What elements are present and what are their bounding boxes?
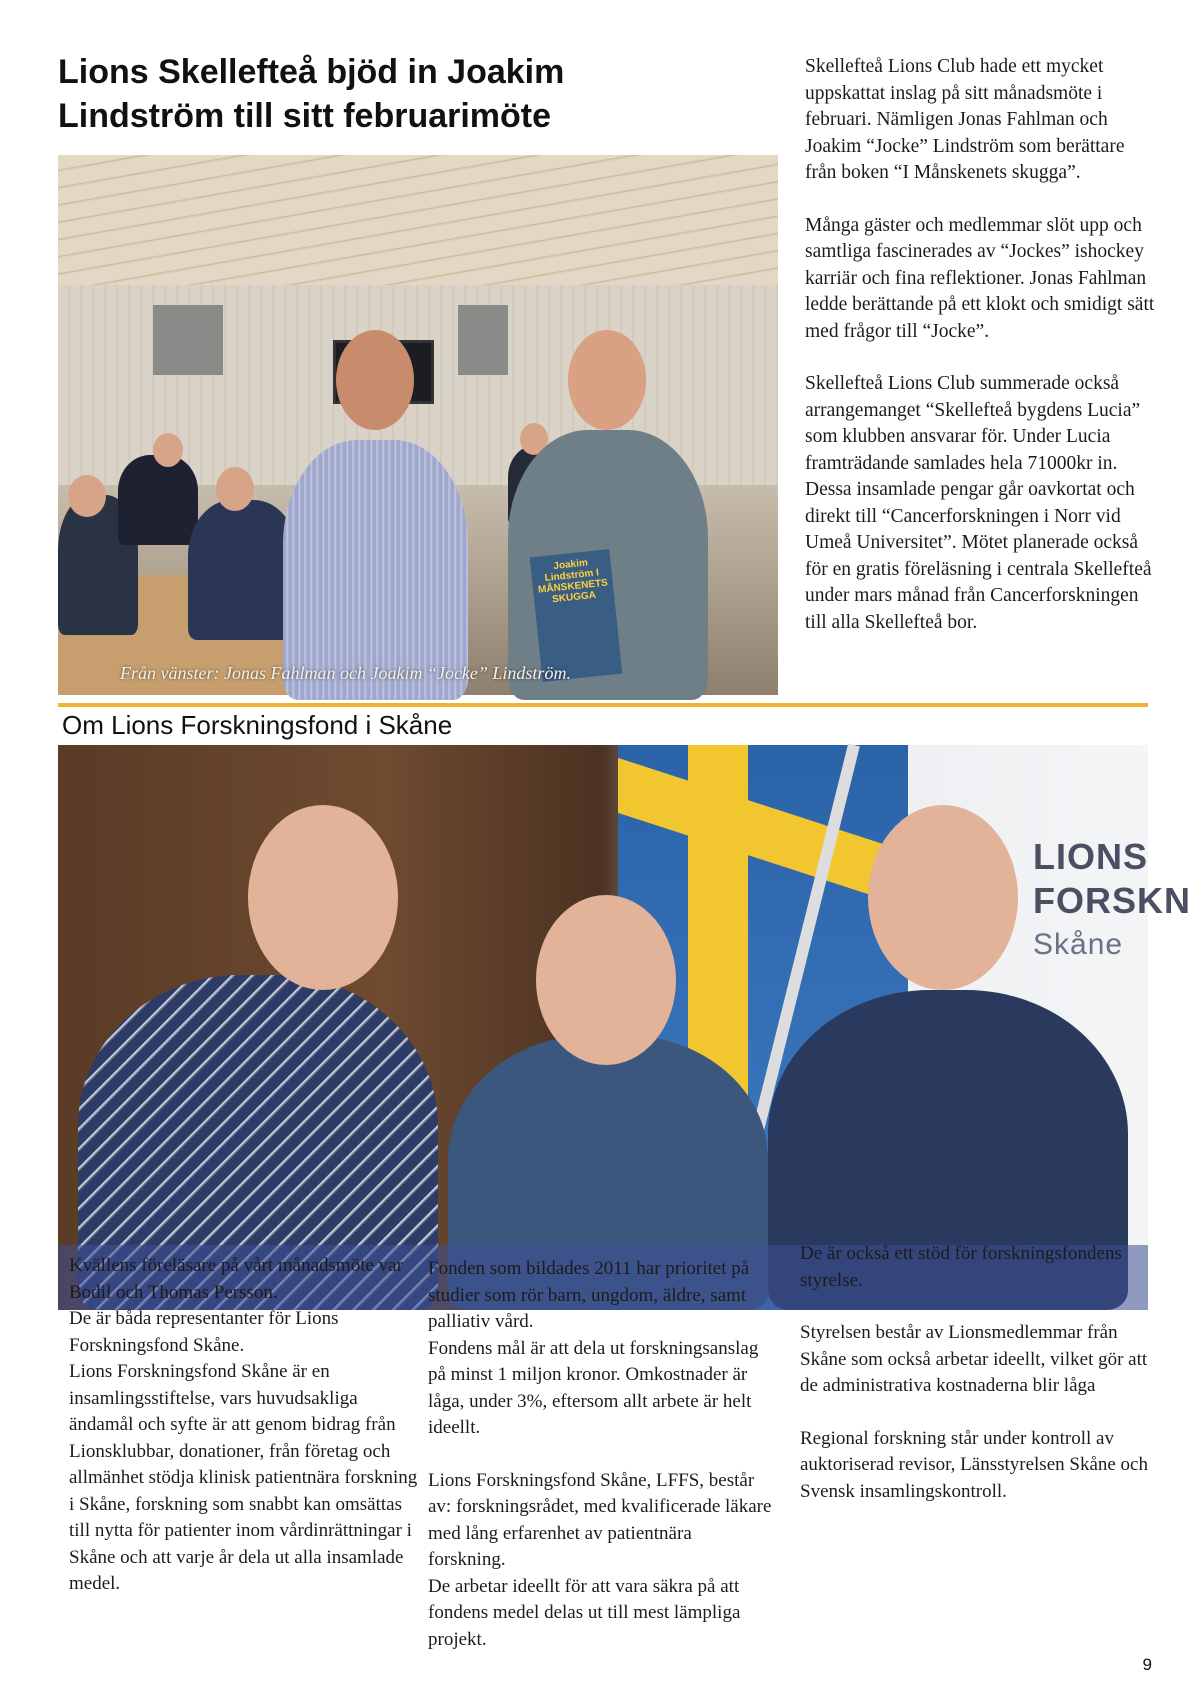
article2-col2 [428,1256,773,1653]
paragraph: Skellefteå Lions Club hade ett mycket uppskattat inslag på sitt månadsmöte i februari. Nämligen Jonas Fahlman och Joakim “Jocke” Lindström som berättare från boken “I Månskenets skugga”. [805,56,1125,183]
section-subhead: Om Lions Forskningsfond i Skåne [62,710,453,740]
paragraph: Många gäster och medlemmar slöt upp och samtliga fascinerades av “Jockes” ishockey karriär och fina reflektioner. Jonas Fahlman ledde berättande på ett klokt och smidigt sätt med frågor till “Jocke”. [805,214,1155,342]
photo-curtain [458,305,508,375]
group-photo [58,745,1191,1310]
photo-man-right-head [568,330,646,430]
photo-man-left-head [336,330,414,430]
paragraph: De är båda representanter för Lions Forskningsfond Skåne. [69,1308,339,1356]
photo-guest [188,500,298,640]
photo-woman-left-head [248,805,398,990]
article-headline: Lions Skellefteå bjöd in Joakim Lindström till sitt februarimöte [58,53,565,135]
paragraph: De är också ett stöd för forskningsfondens styrelse. [800,1243,1122,1291]
photo-guest-head [68,475,106,517]
photo-guest-head [216,467,254,511]
lions-logo-text: LIONS FORSKN Skåne [1033,836,1191,961]
photo-curtain [153,305,223,375]
photo-guest-head [153,433,183,467]
photo-caption: Från vänster: Jonas Fahlman och Joakim “Jocke” Lindström. [120,663,571,683]
paragraph: Regional forskning står under kontroll av auktoriserad revisor, Länsstyrelsen Skåne och Svensk insamlingskontroll. [800,1427,1148,1502]
section-divider [58,703,1148,707]
photo-man-left [283,440,468,700]
article2-col3 [800,1241,1155,1505]
paragraph: Fonden som bildades 2011 har prioritet på studier som rör barn, ungdom, äldre, samt palliativ vård. [428,1258,750,1332]
book-cover: Joakim Lindström I MÅNSKENETS SKUGGA [530,549,623,682]
paragraph: Styrelsen består av Lionsmedlemmar från Skåne som också arbetar ideellt, vilket gör att de administrativa kostnaderna blir låga [800,1322,1148,1396]
photo-woman-middle-head [536,895,676,1065]
article2-col1 [69,1253,421,1598]
photo-ceiling [58,155,778,285]
page-number: 9 [1142,1655,1152,1674]
photo-man-right-head [868,805,1018,990]
meeting-photo [58,155,778,695]
paragraph: Skellefteå Lions Club summerade också arrangemanget “Skellefteå bygdens Lucia” som klubben ansvarar för. Under Lucia framträdande samlades hela 71000kr in. Dessa insamlade pengar går oavkortat och direkt till “Cancerforskningen i Norr vid Umeå Universitet”. Mötet planerade också för en gratis föreläsning i centrala Skellefteå under mars månad från Cancerforskningen till alla Skellefteå bor. [805,373,1152,633]
paragraph: Fondens mål är att dela ut forskningsanslag på minst 1 miljon kronor. Omkostnader är låga, under 3%, eftersom allt arbete är helt ideellt. [428,1337,759,1438]
paragraph: Lions Forskningsfond Skåne är en insamlingsstiftelse, vars huvudsakliga ändamål och syfte är att genom bidrag från Lionsklubbar, donationer, från företag och allmänhet stödja klinisk patientnära forskning i Skåne, forskning som snabbt kan omsättas till nytta för patienter inom vårdinrättningar i Skåne och att varje år dela ut alla insamlade medel. [69,1361,418,1594]
photo-guest [118,455,198,545]
paragraph: Lions Forskningsfond Skåne, LFFS, består av: forskningsrådet, med kvalificerade läkare med lång erfarenhet av patientnära forskning. [428,1469,772,1570]
paragraph: De arbetar ideellt för att vara säkra på att fondens medel delas ut till mest lämpliga projekt. [428,1575,741,1650]
article1-body [805,54,1155,662]
paragraph: Kvällens föreläsare på vårt månadsmöte var Bodil och Thomas Persson. [69,1255,403,1303]
